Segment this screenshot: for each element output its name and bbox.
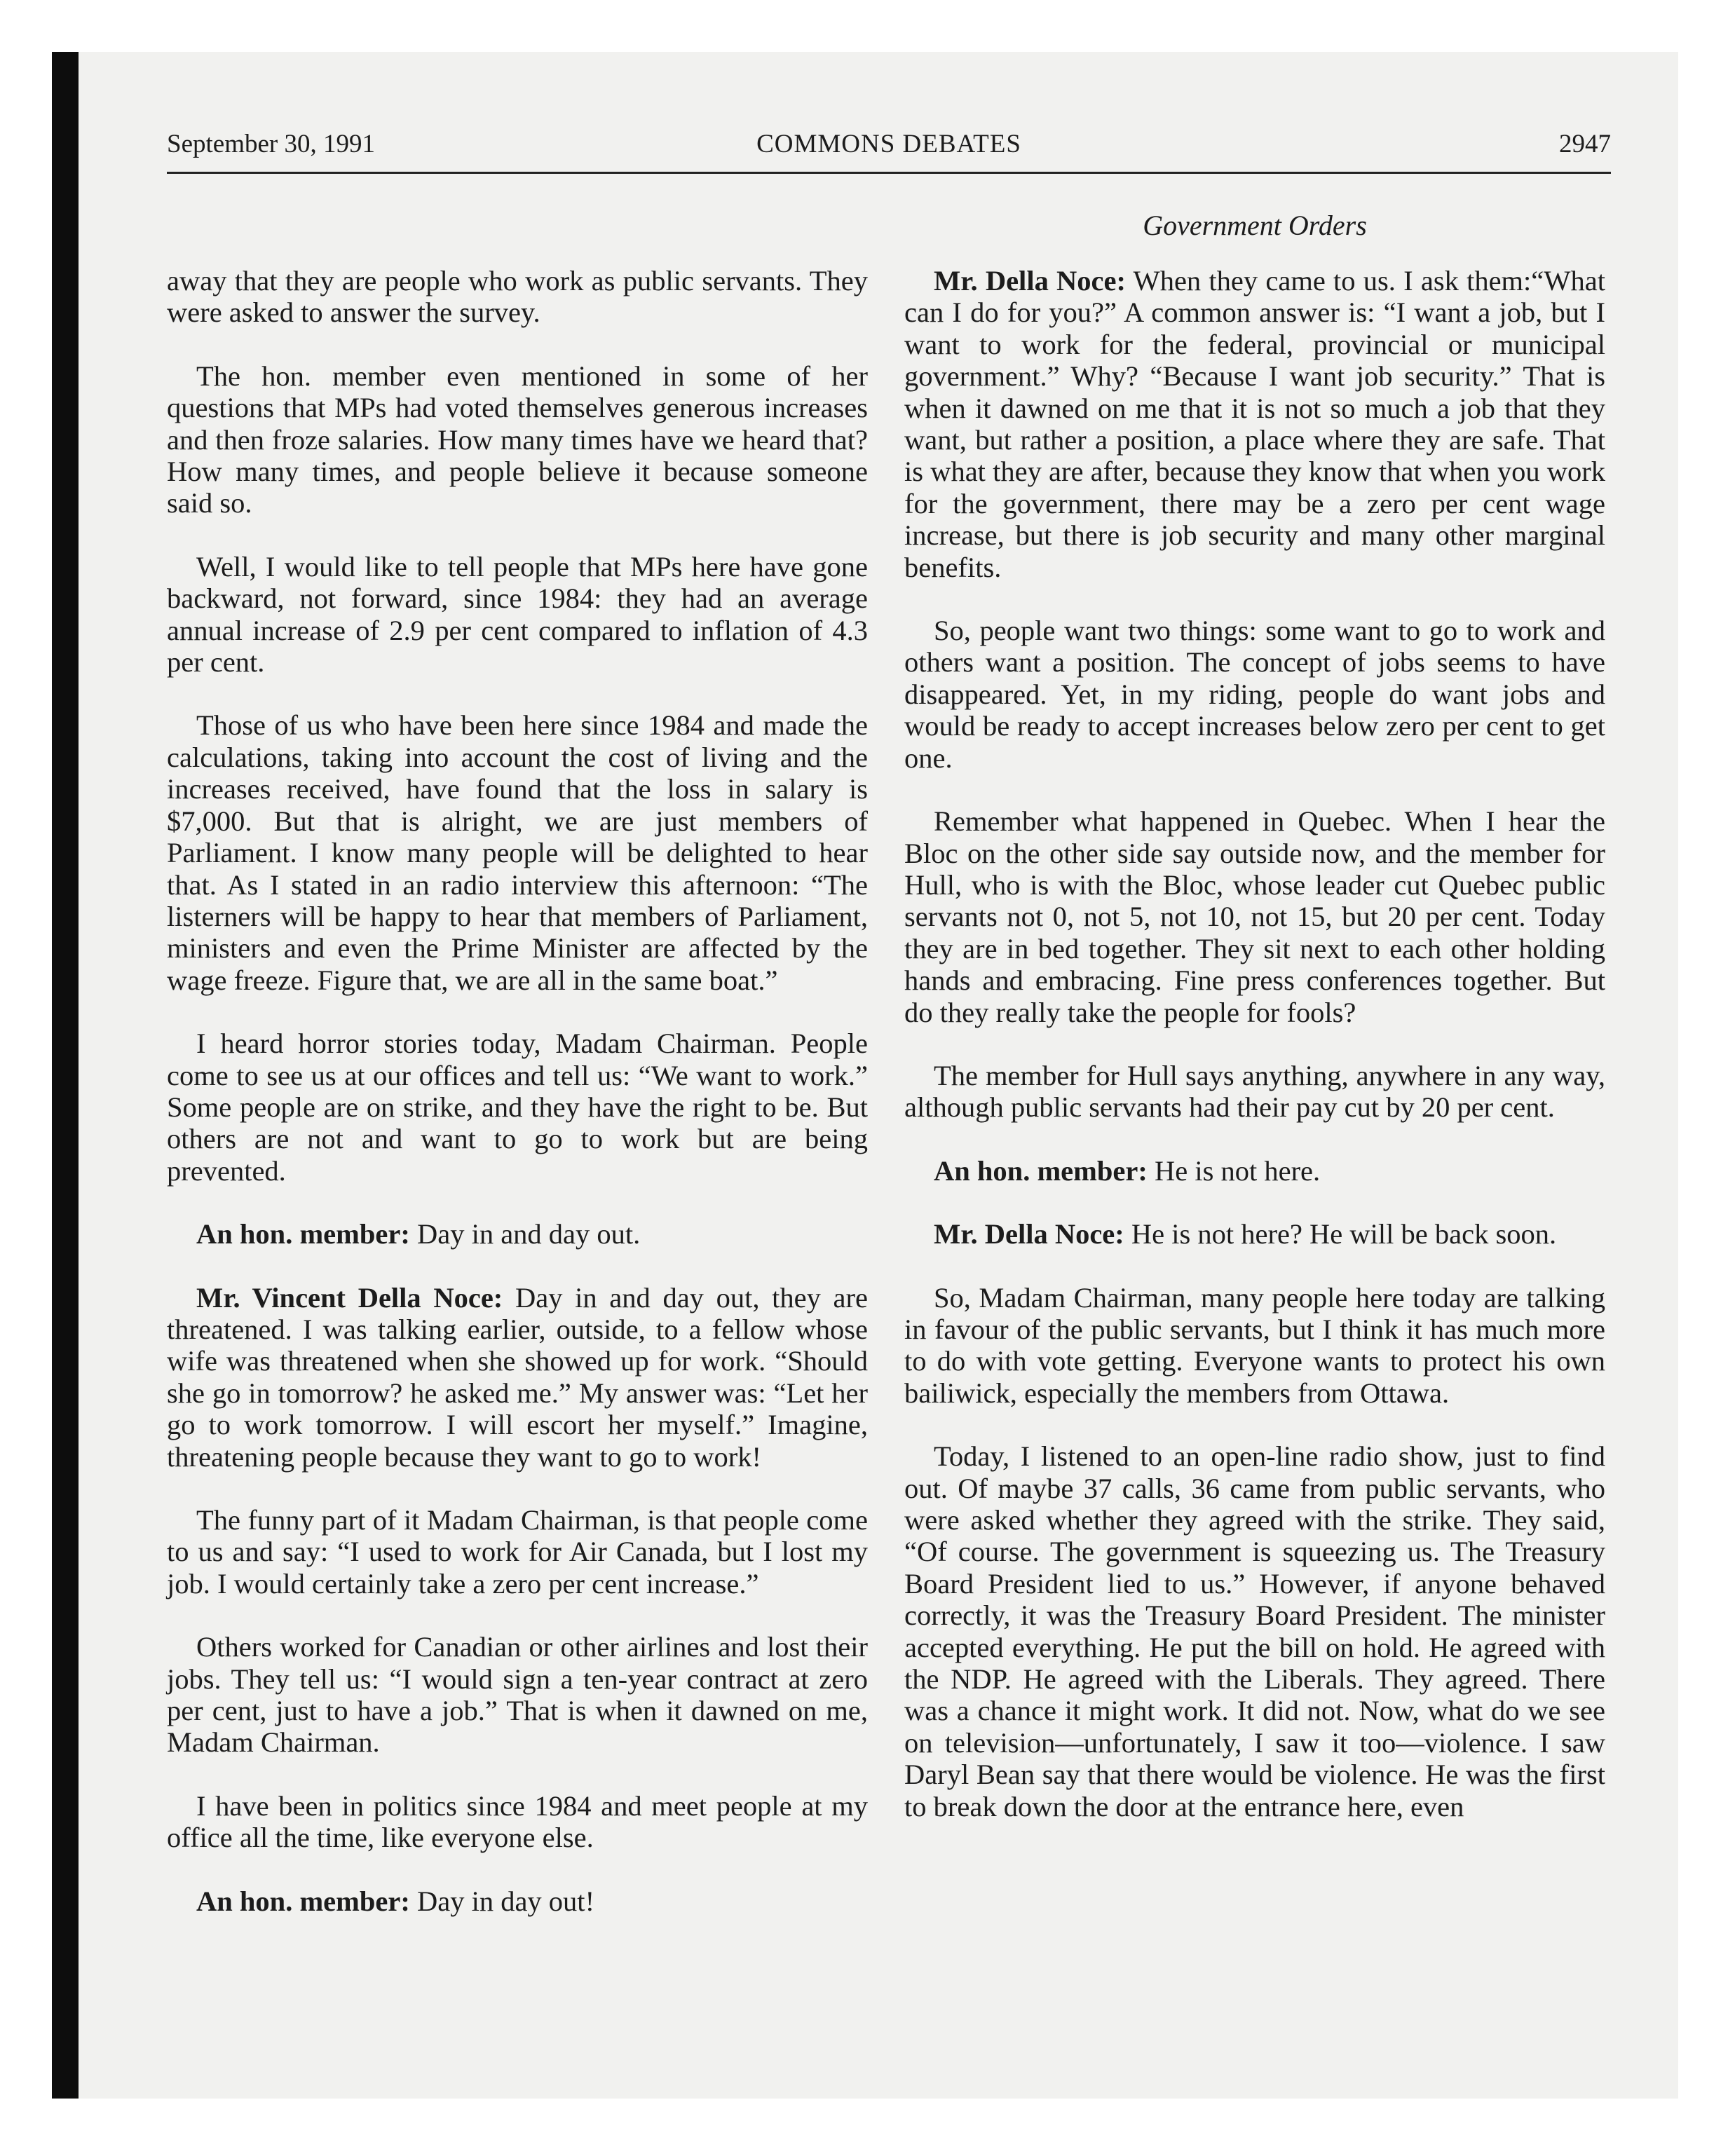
speaker-name: An hon. member:	[934, 1154, 1148, 1187]
header-page-number: 2947	[1559, 130, 1611, 158]
paragraph: Remember what happened in Quebec. When I hear the Bloc on the other side say outside now, and the member for Hull, who is with the Bloc, whose leader cut Quebec public servants not 0, not 5, not 10, not 15, but 20 per cent. Today they are in bed together. They sit next to each other holding hands and embracing. Fine press conferences together. But do they really take the people for fools?	[904, 805, 1605, 1028]
page-header	[167, 129, 1611, 174]
paragraph: The member for Hull says anything, anywhere in any way, although public servants had their pay cut by 20 per cent.	[904, 1059, 1605, 1124]
speech-text: He is not here.	[1154, 1154, 1321, 1187]
speaker-name: Mr. Della Noce:	[934, 1218, 1124, 1250]
speaker-name: Mr. Della Noce:	[934, 265, 1126, 296]
header-rule	[167, 172, 1611, 174]
paragraph: The hon. member even mentioned in some of her questions that MPs had voted themselves generous increases and then froze salaries. How many times have we heard that? How many times, and people believe it because someone said so.	[167, 360, 868, 519]
speaker-name: An hon. member:	[196, 1885, 410, 1917]
paragraph: Others worked for Canadian or other airlines and lost their jobs. They tell us: “I would sign a ten-year contract at zero per cent, just to have a job.” That is when it dawned on me, Madam Chairman.	[167, 1631, 868, 1759]
paragraph: I heard horror stories today, Madam Chairman. People come to see us at our offices and tell us: “We want to work.” Some people are on strike, and they have the right to be. But others are not and want to go to work but are being prevented.	[167, 1028, 868, 1187]
paragraph: Those of us who have been here since 1984 and made the calculations, taking into account the cost of living and the increases received, have found that the loss in salary is $7,000. But that is alright, we are just members of Parliament. I know many people will be delighted to hear that. As I stated in an radio interview this afternoon: “The listerners will be happy to hear that members of Parliament, ministers and even the Prime Minister are affected by the wage freeze. Figure that, we are all in the same boat.”	[167, 709, 868, 996]
paragraph: So, people want two things: some want to go to work and others want a position. The concept of jobs seems to have disappeared. Yet, in my riding, people do want jobs and would be ready to accept increases below zero per cent to get one.	[904, 615, 1605, 774]
paragraph: I have been in politics since 1984 and meet people at my office all the time, like everyone else.	[167, 1789, 868, 1854]
speaker-paragraph	[167, 1282, 868, 1473]
speaker-name: Mr. Vincent Della Noce:	[196, 1281, 503, 1314]
speech-text: He is not here? He will be back soon.	[1131, 1218, 1557, 1250]
paragraph: The funny part of it Madam Chairman, is that people come to us and say: “I used to work for Air Canada, but I lost my job. I would certainly take a zero per cent increase.”	[167, 1504, 868, 1599]
section-label: Government Orders	[1143, 210, 1367, 241]
left-column	[167, 265, 868, 1949]
speech-text: Day in day out!	[416, 1885, 595, 1917]
speaker-paragraph	[167, 1885, 868, 1917]
speech-text: Day in and day out, they are threatened. I was talking earlier, outside, to a fellow whose wife was threatened when she showed up for work. “Should she go in tomorrow? he asked me.” My answer was: “Let her go to work tomorrow. I will escort her myself.” Imagine, threatening people because they want to go to work!	[167, 1281, 868, 1473]
scan-border	[52, 52, 79, 2099]
speech-text: Day in and day out.	[416, 1218, 641, 1250]
speaker-paragraph	[904, 1155, 1605, 1187]
speech-text: When they came to us. I ask them:“What can I do for you?” A common answer is: “I want a job, but I want to work for the federal, provincial or municipal government.” Why? “Because I want job security.” That is when it dawned on me that it is not so much a job that they want, but rather a position, a place where they are safe. That is what they are after, because they know that when you work for the government, there may be a zero per cent wage increase, but there is job security and many other marginal benefits.	[904, 265, 1605, 583]
speaker-paragraph	[904, 1218, 1605, 1250]
speaker-paragraph	[904, 265, 1605, 583]
speaker-name: An hon. member:	[196, 1218, 410, 1250]
header-title: COMMONS DEBATES	[756, 130, 1021, 158]
paragraph: So, Madam Chairman, many people here today are talking in favour of the public servants, but I think it has much more to do with vote getting. Everyone wants to protect his own bailiwick, especially the members from Ottawa.	[904, 1281, 1605, 1409]
header-date: September 30, 1991	[167, 130, 375, 158]
paragraph: Well, I would like to tell people that MPs here have gone backward, not forward, since 1984: they had an average annual increase of 2.9 per cent compared to inflation of 4.3 per cent.	[167, 550, 868, 678]
paragraph: Today, I listened to an open-line radio show, just to find out. Of maybe 37 calls, 36 came from public servants, who were asked whether they agreed with the strike. They said, “Of course. The government is squeezing us. The Treasury Board President lied to us.” However, if anyone behaved correctly, it was the Treasury Board President. The minister accepted everything. He put the bill on hold. He agreed with the NDP. He agreed with the Liberals. They agreed. There was a chance it might work. It did not. Now, what do we see on television—unfortunately, I saw it too—violence. I saw Daryl Bean say that there would be violence. He was the first to break down the door at the entrance here, even	[904, 1440, 1605, 1822]
speaker-paragraph	[167, 1218, 868, 1250]
paragraph: away that they are people who work as public servants. They were asked to answer the survey.	[167, 265, 868, 329]
right-column	[904, 265, 1605, 1854]
